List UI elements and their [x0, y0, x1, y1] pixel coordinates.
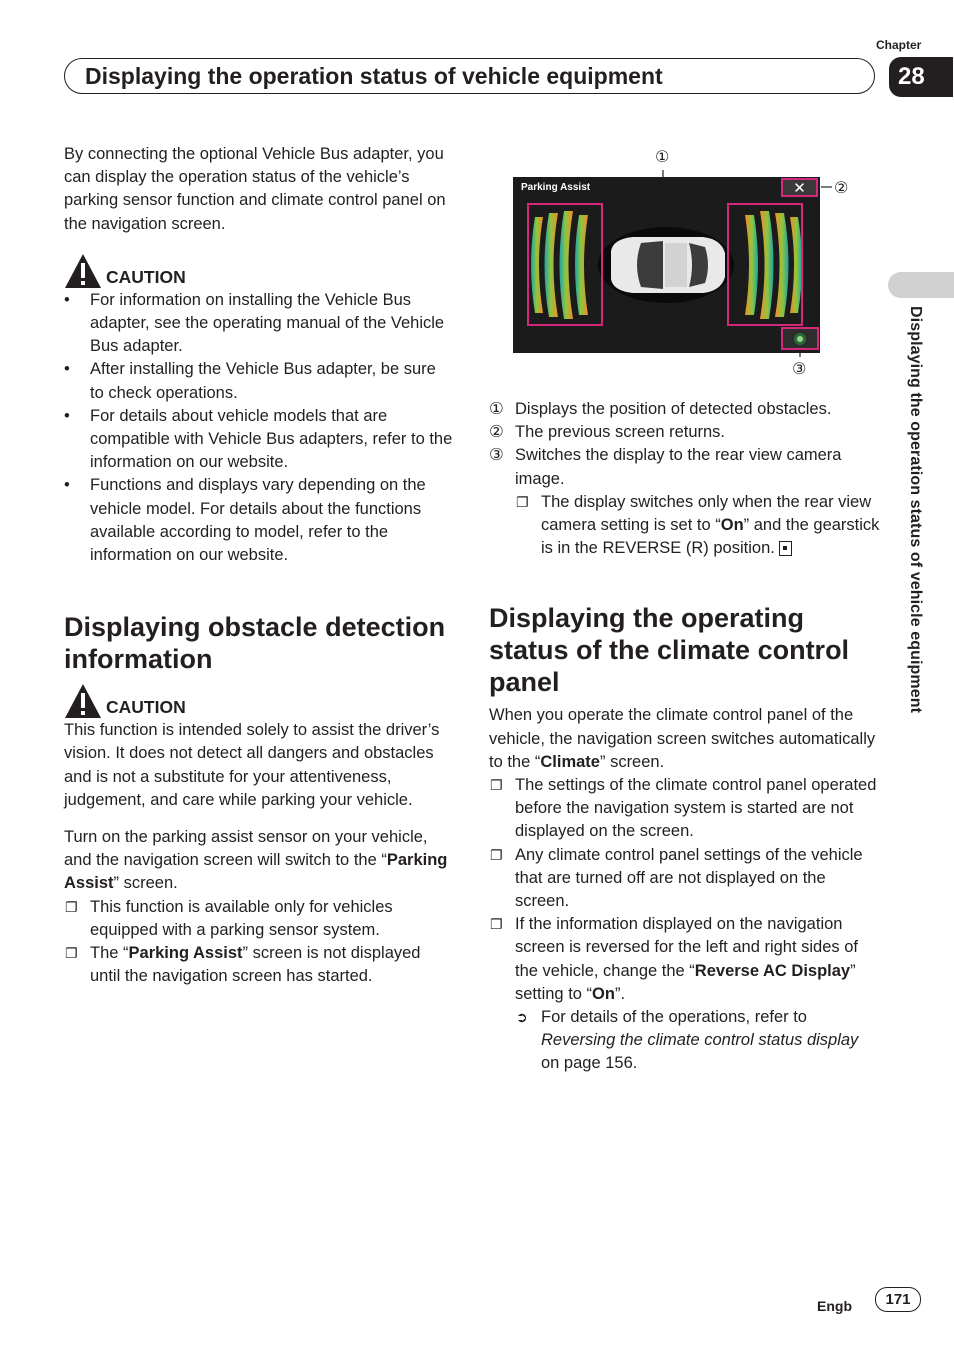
obstacle-paragraph: Turn on the parking assist sensor on your vehicle, and the navigation screen will switch to the “Parking Assist” screen.	[64, 828, 448, 893]
caution-heading	[64, 249, 454, 289]
note-item: ❐ If the information displayed on the navigation screen is reversed for the left and right sides of the vehicle, change the “Reverse AC Display” setting to “On”.	[490, 915, 859, 1003]
checkbox-icon: ❐	[490, 916, 503, 933]
legend-item: ③ Switches the display to the rear view camera image.	[489, 446, 842, 488]
chapter-number: 28	[889, 57, 953, 97]
reference-link[interactable]: Reversing the climate control status display	[541, 1031, 859, 1050]
checkbox-icon: ❐	[65, 945, 78, 962]
arrow-icon: ➲	[516, 1009, 528, 1026]
caution-label: CAUTION	[106, 697, 186, 718]
callout-3: ③	[792, 361, 807, 378]
checkbox-icon: ❐	[516, 493, 529, 510]
checkbox-icon: ❐	[490, 846, 503, 863]
list-item: • For information on installing the Vehicle Bus adapter, see the operating manual of the Vehicle Bus adapter.	[64, 289, 454, 359]
left-column	[64, 143, 454, 988]
left-sensor-highlight	[527, 203, 603, 326]
page-title: Displaying the operation status of vehicle equipment	[64, 58, 875, 94]
intro-paragraph: By connecting the optional Vehicle Bus adapter, you can display the operation status of the vehicle’s parking sensor function and climate control panel on the navigation screen.	[64, 145, 446, 233]
caution-list	[64, 289, 454, 567]
camera-icon	[793, 332, 807, 346]
reference-item: ➲ For details of the operations, refer to Reversing the climate control status display on page 156.	[516, 1008, 859, 1073]
list-item: • After installing the Vehicle Bus adapter, be sure to check operations.	[64, 358, 454, 404]
caution-heading	[64, 679, 454, 719]
right-sensor-highlight	[727, 203, 803, 326]
checkbox-icon: ❐	[65, 898, 78, 915]
note-item: ❐ This function is available only for vehicles equipped with a parking sensor system.	[65, 897, 393, 939]
list-item: • Functions and displays vary depending on the vehicle model. For details about the functions available according to model, refer to the information on our website.	[64, 474, 454, 567]
legend-item: ① Displays the position of detected obstacles.	[489, 400, 832, 418]
note-item: ❐ The settings of the climate control panel operated before the navigation system is started are not displayed on the screen.	[490, 776, 877, 841]
side-tab-label: Displaying the operation status of vehicle equipment	[907, 306, 924, 714]
screen-title: Parking Assist	[521, 182, 591, 193]
caution-text: This function is intended solely to assist the driver’s vision. It does not detect all dangers and obstacles and is not a substitute for your attentiveness, judgement, and care while parking your vehicle.	[64, 721, 440, 809]
legend-subnote: ❐ The display switches only when the rear view camera setting is set to “On” and the gearstick is in the REVERSE (R) position.	[516, 492, 880, 558]
side-tab-marker	[888, 272, 954, 298]
end-icon	[779, 541, 792, 556]
footer-language: Engb	[817, 1298, 852, 1314]
climate-paragraph: When you operate the climate control panel of the vehicle, the navigation screen switches automatically to the “Climate” screen.	[489, 706, 876, 771]
note-item: ❐ The “Parking Assist” screen is not displayed until the navigation screen has started.	[65, 944, 421, 986]
page-number: 171	[875, 1287, 921, 1312]
caution-label: CAUTION	[106, 266, 186, 287]
obstacle-heading: Displaying obstacle detection information	[64, 612, 446, 675]
list-item: • For details about vehicle models that are compatible with Vehicle Bus adapters, refer to the information on our website.	[64, 405, 454, 475]
chapter-label: Chapter	[876, 38, 922, 52]
callout-1: ①	[655, 149, 670, 166]
warning-icon	[64, 683, 102, 719]
close-button[interactable]: ✕	[781, 178, 818, 197]
note-item: ❐ Any climate control panel settings of the vehicle that are turned off are not displayed on the screen.	[490, 845, 863, 911]
checkbox-icon: ❐	[490, 777, 503, 794]
callout-2: ②	[834, 180, 849, 197]
warning-icon	[64, 253, 102, 289]
climate-heading: Displaying the operating status of the climate control panel	[489, 603, 850, 698]
legend-item: ② The previous screen returns.	[489, 423, 726, 442]
rear-camera-button[interactable]	[781, 327, 819, 350]
right-column	[489, 398, 881, 1076]
